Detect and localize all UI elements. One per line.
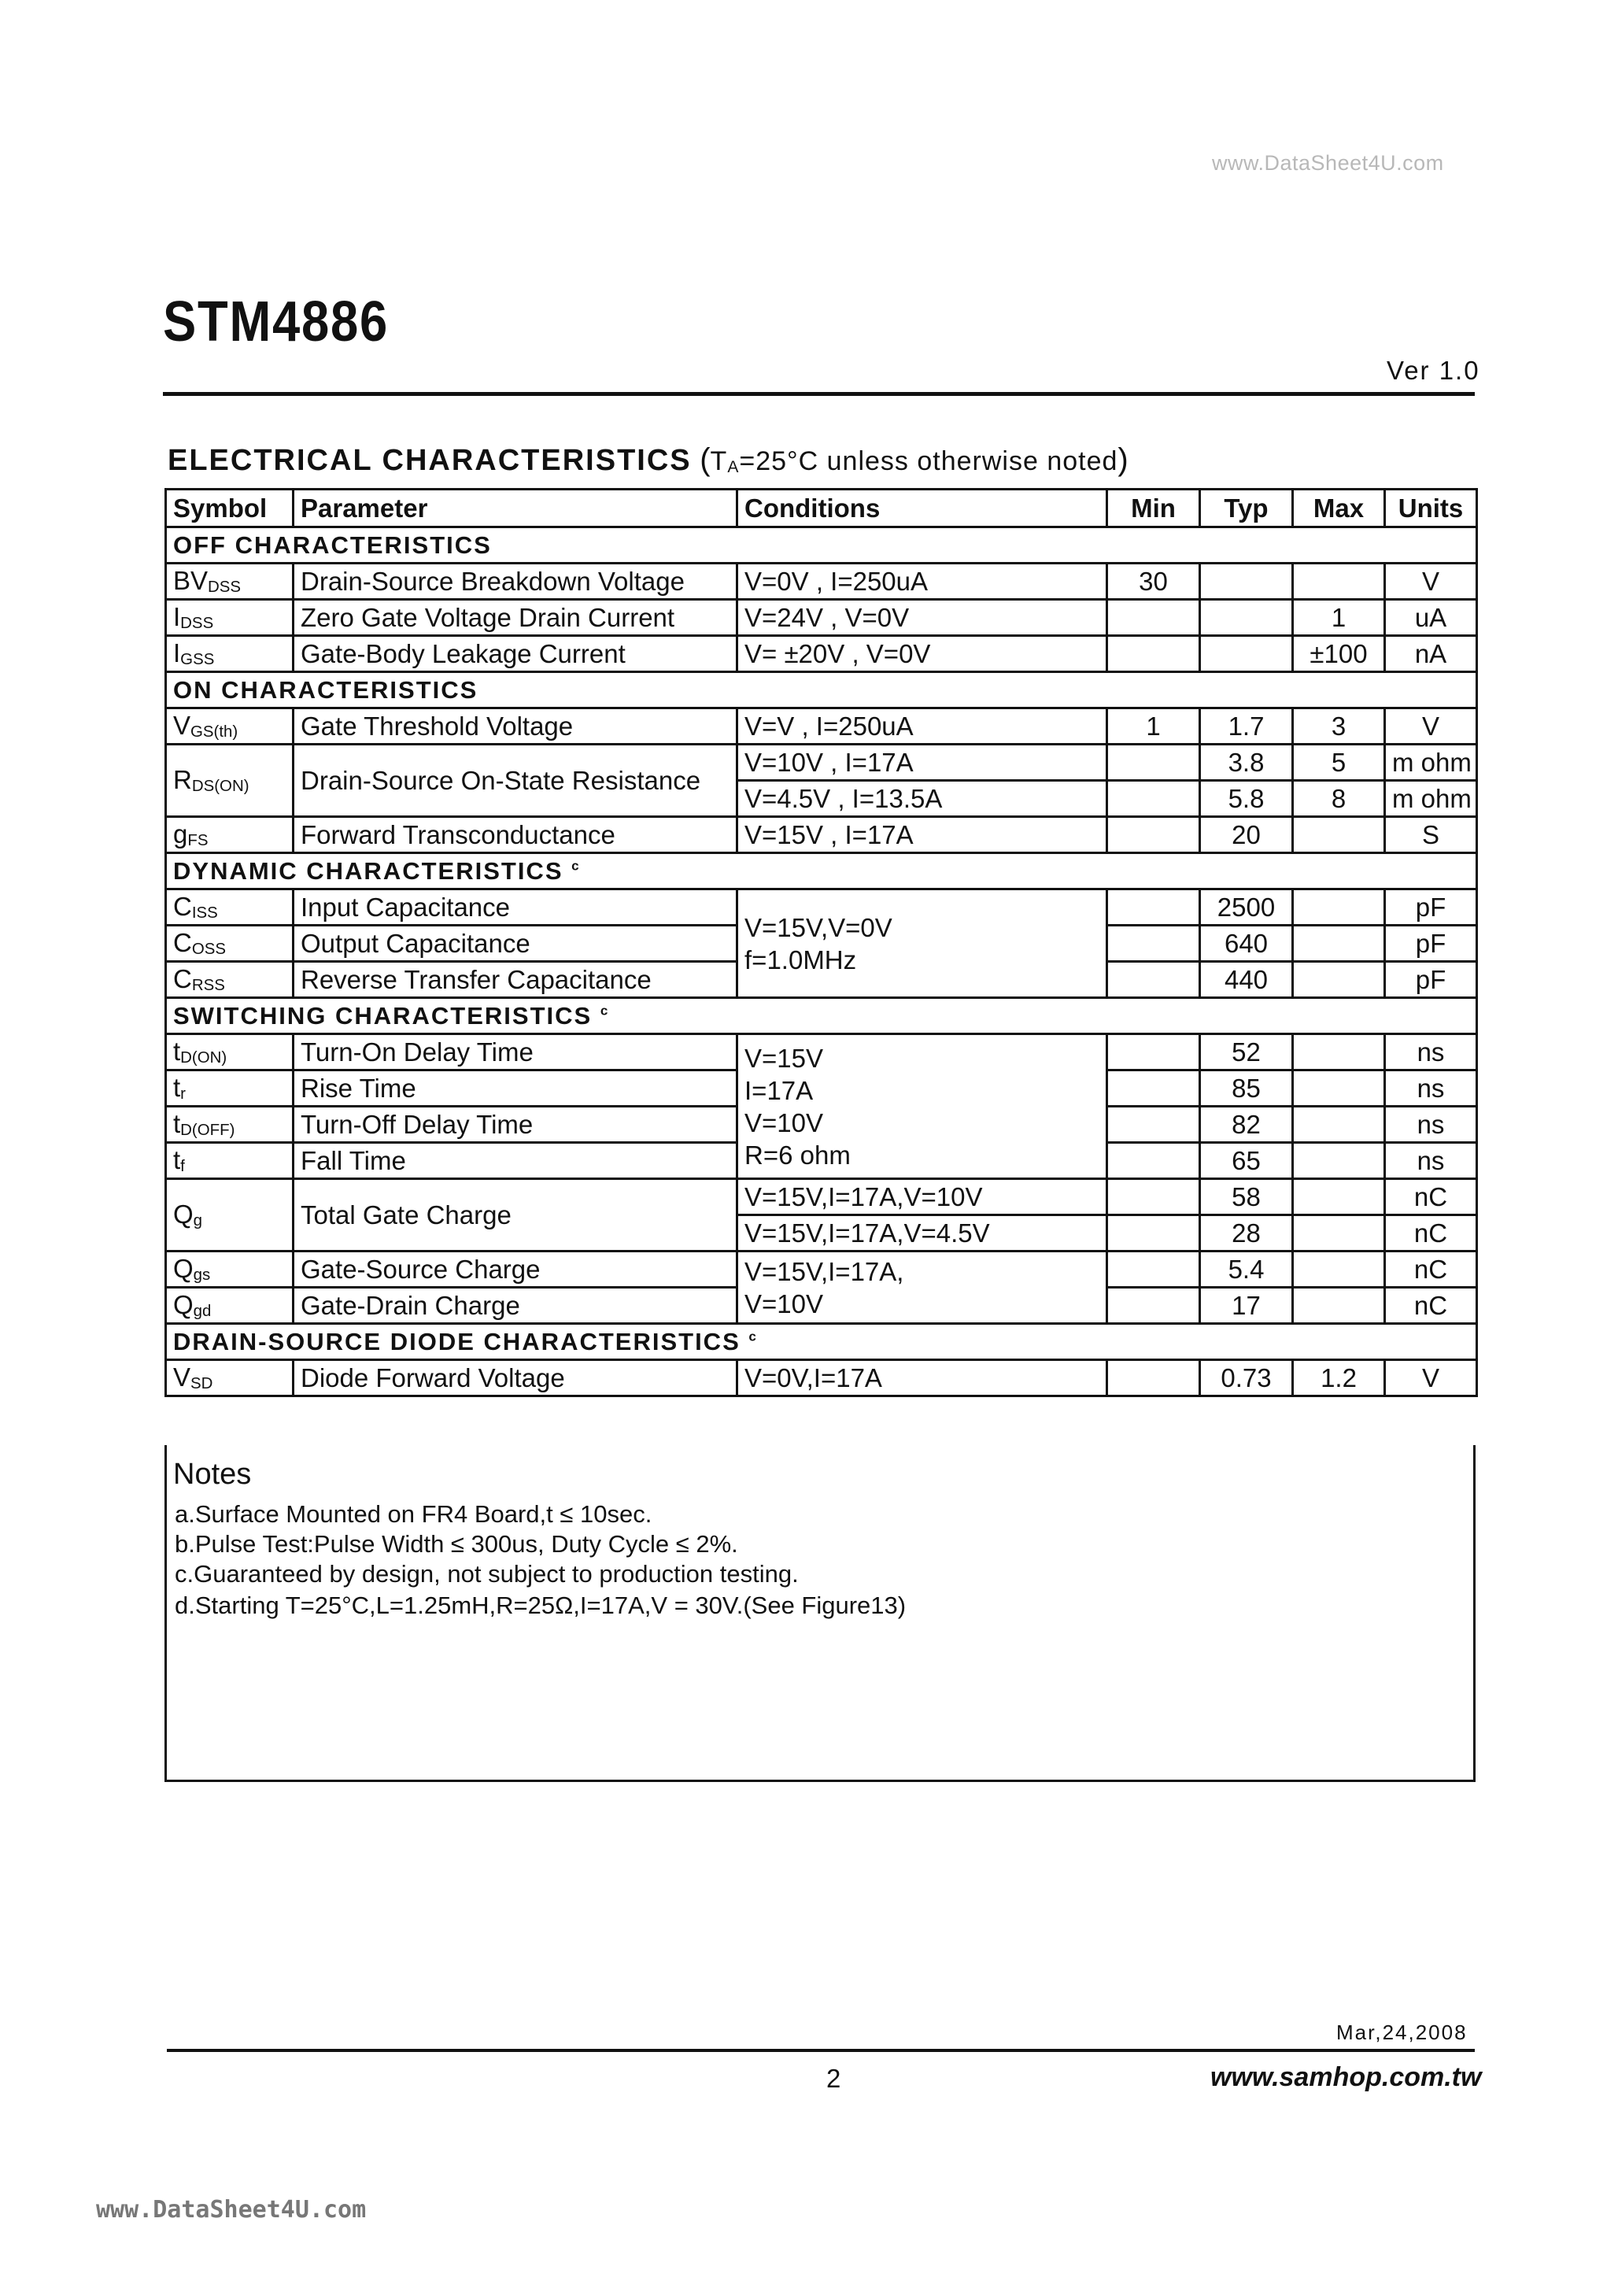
typ-cell: 17 [1200,1288,1293,1324]
max-cell [1293,1215,1385,1252]
min-cell [1107,600,1200,636]
units-cell: nA [1385,636,1477,672]
typ-cell: 440 [1200,962,1293,998]
max-cell [1293,1179,1385,1215]
units-cell: m ohm [1385,781,1477,817]
header-conditions: Conditions [737,490,1107,527]
units-cell: nC [1385,1179,1477,1215]
parameter-cell: Zero Gate Voltage Drain Current [294,600,737,636]
max-cell: 3 [1293,708,1385,745]
units-cell: nC [1385,1215,1477,1252]
units-cell: ns [1385,1034,1477,1070]
max-cell: ±100 [1293,636,1385,672]
min-cell [1107,636,1200,672]
footer-date: Mar,24,2008 [1336,2021,1468,2044]
table-row [166,564,1477,600]
max-cell: 1 [1293,600,1385,636]
header-units: Units [1385,490,1477,527]
max-cell [1293,817,1385,853]
min-cell [1107,1252,1200,1288]
conditions-cell: V=15V I=17A V=10V R=6 ohm [737,1034,1107,1179]
conditions-cell: V=V , I=250uA [737,708,1107,745]
typ-cell: 1.7 [1200,708,1293,745]
notes-title: Notes [173,1458,252,1491]
parameter-cell: Total Gate Charge [294,1179,737,1252]
section-row-off: OFF CHARACTERISTICS [166,527,1477,564]
max-cell [1293,889,1385,926]
table-row [166,708,1477,745]
symbol-cell: $C_{RSS}$ [166,962,294,998]
max-cell [1293,1034,1385,1070]
min-cell [1107,889,1200,926]
max-cell [1293,1070,1385,1107]
conditions-cell: V=15V,I=17A,V=4.5V [737,1215,1107,1252]
units-cell: pF [1385,889,1477,926]
symbol-cell: $I_{DSS}$ [166,600,294,636]
section-condition: $T_A=25^\circ C$ unless otherwise noted [710,446,1118,477]
note-a: a.Surface Mounted on FR4 Board,t ≤ 10sec. [175,1500,652,1528]
table-row [166,1360,1477,1396]
typ-cell: 20 [1200,817,1293,853]
units-cell: m ohm [1385,745,1477,781]
header-min: Min [1107,490,1200,527]
min-cell [1107,1360,1200,1396]
section-row-switching: SWITCHING CHARACTERISTICS $^c$ [166,998,1477,1034]
max-cell [1293,564,1385,600]
max-cell [1293,1107,1385,1143]
symbol-cell: $R_{DS(ON)}$ [166,745,294,817]
parameter-cell: Turn-On Delay Time [294,1034,737,1070]
conditions-cell: V=15V,I=17A,V=10V [737,1179,1107,1215]
max-cell [1293,1288,1385,1324]
typ-cell: 85 [1200,1070,1293,1107]
units-cell: S [1385,817,1477,853]
typ-cell: 3.8 [1200,745,1293,781]
min-cell [1107,1070,1200,1107]
typ-cell: 65 [1200,1143,1293,1179]
parameter-cell: Drain-Source On-State Resistance [294,745,737,817]
table-row [166,636,1477,672]
min-cell: 30 [1107,564,1200,600]
units-cell: V [1385,1360,1477,1396]
table-row [166,745,1477,781]
max-cell: 1.2 [1293,1360,1385,1396]
symbol-cell: $g_{FS}$ [166,817,294,853]
symbol-cell: $BV_{DSS}$ [166,564,294,600]
electrical-characteristics-table [164,488,1478,1397]
typ-cell: 52 [1200,1034,1293,1070]
table-row [166,1179,1477,1215]
symbol-cell: $V_{GS(th)}$ [166,708,294,745]
symbol-cell: $Q_{gs}$ [166,1252,294,1288]
typ-cell [1200,600,1293,636]
conditions-cell: V=0V , I=250uA [737,564,1107,600]
units-cell: nC [1385,1252,1477,1288]
min-cell [1107,745,1200,781]
max-cell [1293,1143,1385,1179]
typ-cell: 82 [1200,1107,1293,1143]
table-row [166,600,1477,636]
table-row [166,817,1477,853]
watermark-top[interactable]: www.DataSheet4U.com [1212,151,1444,175]
note-b: b.Pulse Test:Pulse Width ≤ 300us, Duty Cycle ≤ 2%. [175,1530,738,1558]
parameter-cell: Forward Transconductance [294,817,737,853]
parameter-cell: Turn-Off Delay Time [294,1107,737,1143]
symbol-cell: $t_{D(ON)}$ [166,1034,294,1070]
typ-cell: 5.8 [1200,781,1293,817]
units-cell: ns [1385,1143,1477,1179]
min-cell [1107,1288,1200,1324]
table-row [166,889,1477,926]
section-heading: ELECTRICAL CHARACTERISTICS [168,444,692,477]
typ-cell: 0.73 [1200,1360,1293,1396]
header-symbol: Symbol [166,490,294,527]
note-d: d.Starting T=25°C,L=1.25mH,R=25Ω,I=17A,V = 30V.(See Figure13) [175,1592,907,1619]
units-cell: V [1385,708,1477,745]
conditions-cell: V=15V,V=0V f=1.0MHz [737,889,1107,998]
units-cell: nC [1385,1288,1477,1324]
typ-cell: 5.4 [1200,1252,1293,1288]
footer-website[interactable]: www.samhop.com.tw [1210,2062,1482,2092]
footer-rule [167,2049,1475,2052]
parameter-cell: Gate-Drain Charge [294,1288,737,1324]
parameter-cell: Gate Threshold Voltage [294,708,737,745]
parameter-cell: Drain-Source Breakdown Voltage [294,564,737,600]
symbol-cell: $t_{D(OFF)}$ [166,1107,294,1143]
typ-cell: 640 [1200,926,1293,962]
header-rule [163,392,1475,396]
min-cell: 1 [1107,708,1200,745]
section-title: ELECTRICAL CHARACTERISTICS ($T_A=25^\circ C$ unless otherwise noted) [168,442,1129,477]
min-cell [1107,817,1200,853]
section-row-dynamic: DYNAMIC CHARACTERISTICS $^c$ [166,853,1477,889]
parameter-cell: Output Capacitance [294,926,737,962]
parameter-cell: Input Capacitance [294,889,737,926]
min-cell [1107,781,1200,817]
units-cell: pF [1385,926,1477,962]
conditions-cell: V=15V , I=17A [737,817,1107,853]
parameter-cell: Gate-Body Leakage Current [294,636,737,672]
max-cell: 5 [1293,745,1385,781]
symbol-cell: $Q_g$ [166,1179,294,1252]
parameter-cell: Gate-Source Charge [294,1252,737,1288]
max-cell [1293,962,1385,998]
parameter-cell: Fall Time [294,1143,737,1179]
typ-cell [1200,636,1293,672]
units-cell: pF [1385,962,1477,998]
symbol-cell: $C_{ISS}$ [166,889,294,926]
version-label: Ver 1.0 [1387,356,1480,385]
symbol-cell: $t_r$ [166,1070,294,1107]
parameter-cell: Diode Forward Voltage [294,1360,737,1396]
units-cell: ns [1385,1107,1477,1143]
min-cell [1107,926,1200,962]
typ-cell: 2500 [1200,889,1293,926]
max-cell [1293,1252,1385,1288]
section-row-diode: DRAIN-SOURCE DIODE CHARACTERISTICS $^c$ [166,1324,1477,1360]
table-header-row [166,490,1477,527]
min-cell [1107,1034,1200,1070]
conditions-cell: V=0V,I=17A [737,1360,1107,1396]
units-cell: ns [1385,1070,1477,1107]
note-c: c.Guaranteed by design, not subject to production testing. [175,1560,799,1588]
symbol-cell: $Q_{gd}$ [166,1288,294,1324]
watermark-bottom[interactable]: www.DataSheet4U.com [96,2196,367,2224]
min-cell [1107,1179,1200,1215]
header-parameter: Parameter [294,490,737,527]
table-row [166,1252,1477,1288]
conditions-cell: V= ±20V , V=0V [737,636,1107,672]
units-cell: uA [1385,600,1477,636]
symbol-cell: $V_{SD}$ [166,1360,294,1396]
min-cell [1107,1143,1200,1179]
conditions-cell: V=4.5V , I=13.5A [737,781,1107,817]
parameter-cell: Rise Time [294,1070,737,1107]
typ-cell [1200,564,1293,600]
typ-cell: 28 [1200,1215,1293,1252]
units-cell: V [1385,564,1477,600]
conditions-cell: V=15V,I=17A, V=10V [737,1252,1107,1324]
max-cell: 8 [1293,781,1385,817]
parameter-cell: Reverse Transfer Capacitance [294,962,737,998]
symbol-cell: $C_{OSS}$ [166,926,294,962]
typ-cell: 58 [1200,1179,1293,1215]
document-title: STM4886 [163,290,390,353]
page-number: 2 [826,2064,841,2093]
min-cell [1107,1215,1200,1252]
min-cell [1107,1107,1200,1143]
header-typ: Typ [1200,490,1293,527]
header-max: Max [1293,490,1385,527]
min-cell [1107,962,1200,998]
conditions-cell: V=24V , V=0V [737,600,1107,636]
symbol-cell: $t_f$ [166,1143,294,1179]
conditions-cell: V=10V , I=17A [737,745,1107,781]
max-cell [1293,926,1385,962]
symbol-cell: $I_{GSS}$ [166,636,294,672]
section-row-on: ON CHARACTERISTICS [166,672,1477,708]
table-row [166,1034,1477,1070]
